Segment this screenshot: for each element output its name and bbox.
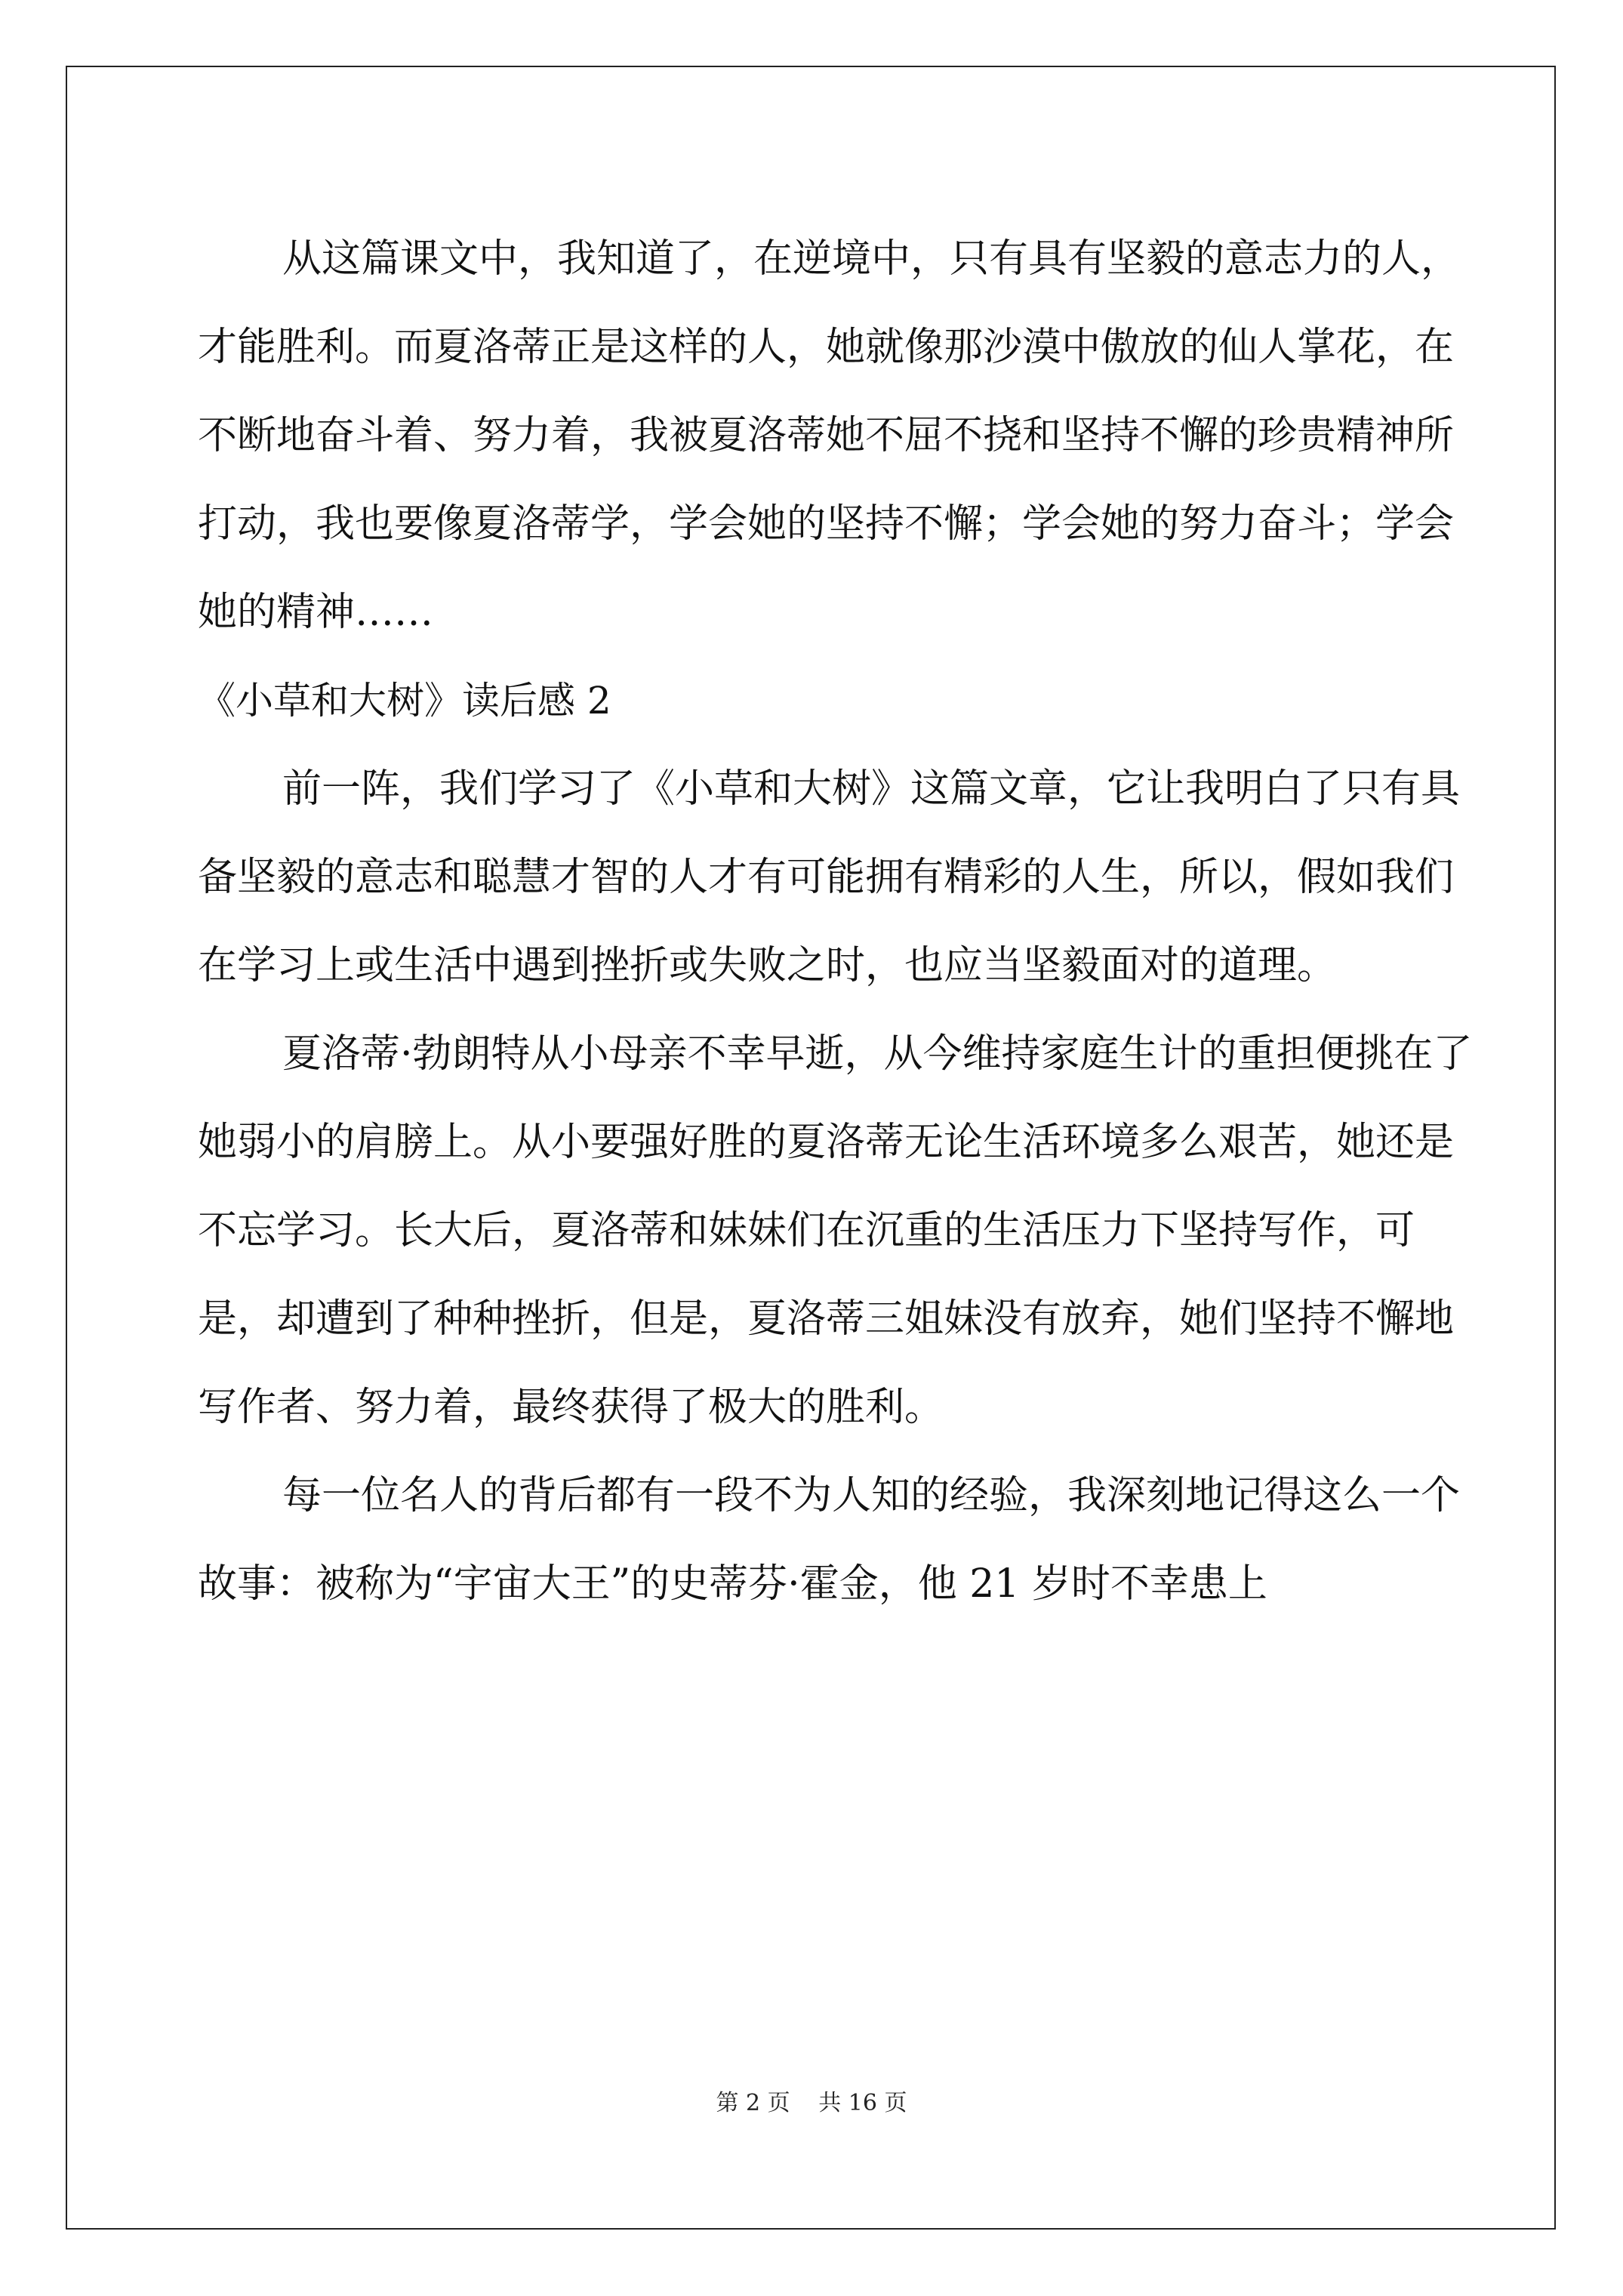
- section-heading: 《小草和大树》读后感 2: [198, 679, 611, 723]
- paragraph-1: 从这篇课文中，我知道了，在逆境中，只有具有坚毅的意志力的人，才能胜利。而夏洛蒂正是这样的人，她就像那沙漠中傲放的仙人掌花，在不断地奋斗着、努力着，我被夏洛蒂她不屈不挠和坚持不懈的珍贵精神所打动，我也要像夏洛蒂学，学会她的坚持不懈；学会她的努力奋斗；学会她的精神……: [198, 236, 1461, 635]
- document-body: [198, 215, 1474, 1629]
- paragraph-4: 每一位名人的背后都有一段不为人知的经验，我深刻地记得这么一个故事：被称为“宇宙大王”的史蒂芬·霍金，他 21 岁时不幸患上: [198, 1473, 1461, 1607]
- paragraph-3: 夏洛蒂·勃朗特从小母亲不幸早逝，从今维持家庭生计的重担便挑在了她弱小的肩膀上。从小要强好胜的夏洛蒂无论生活环境多么艰苦，她还是不忘学习。长大后，夏洛蒂和妹妹们在沉重的生活压力下坚持写作，可是，却遭到了种种挫折，但是，夏洛蒂三姐妹没有放弃，她们坚持不懈地写作者、努力着，最终获得了极大的胜利。: [198, 1031, 1473, 1430]
- page-total: 共 16 页: [818, 2090, 907, 2116]
- page-number: 第 2 页: [716, 2090, 790, 2116]
- page-footer: [0, 2084, 1623, 2117]
- paragraph-2: 前一阵，我们学习了《小草和大树》这篇文章，它让我明白了只有具备坚毅的意志和聪慧才智的人才有可能拥有精彩的人生，所以，假如我们在学习上或生活中遇到挫折或失败之时，也应当坚毅面对的道理。: [198, 766, 1461, 988]
